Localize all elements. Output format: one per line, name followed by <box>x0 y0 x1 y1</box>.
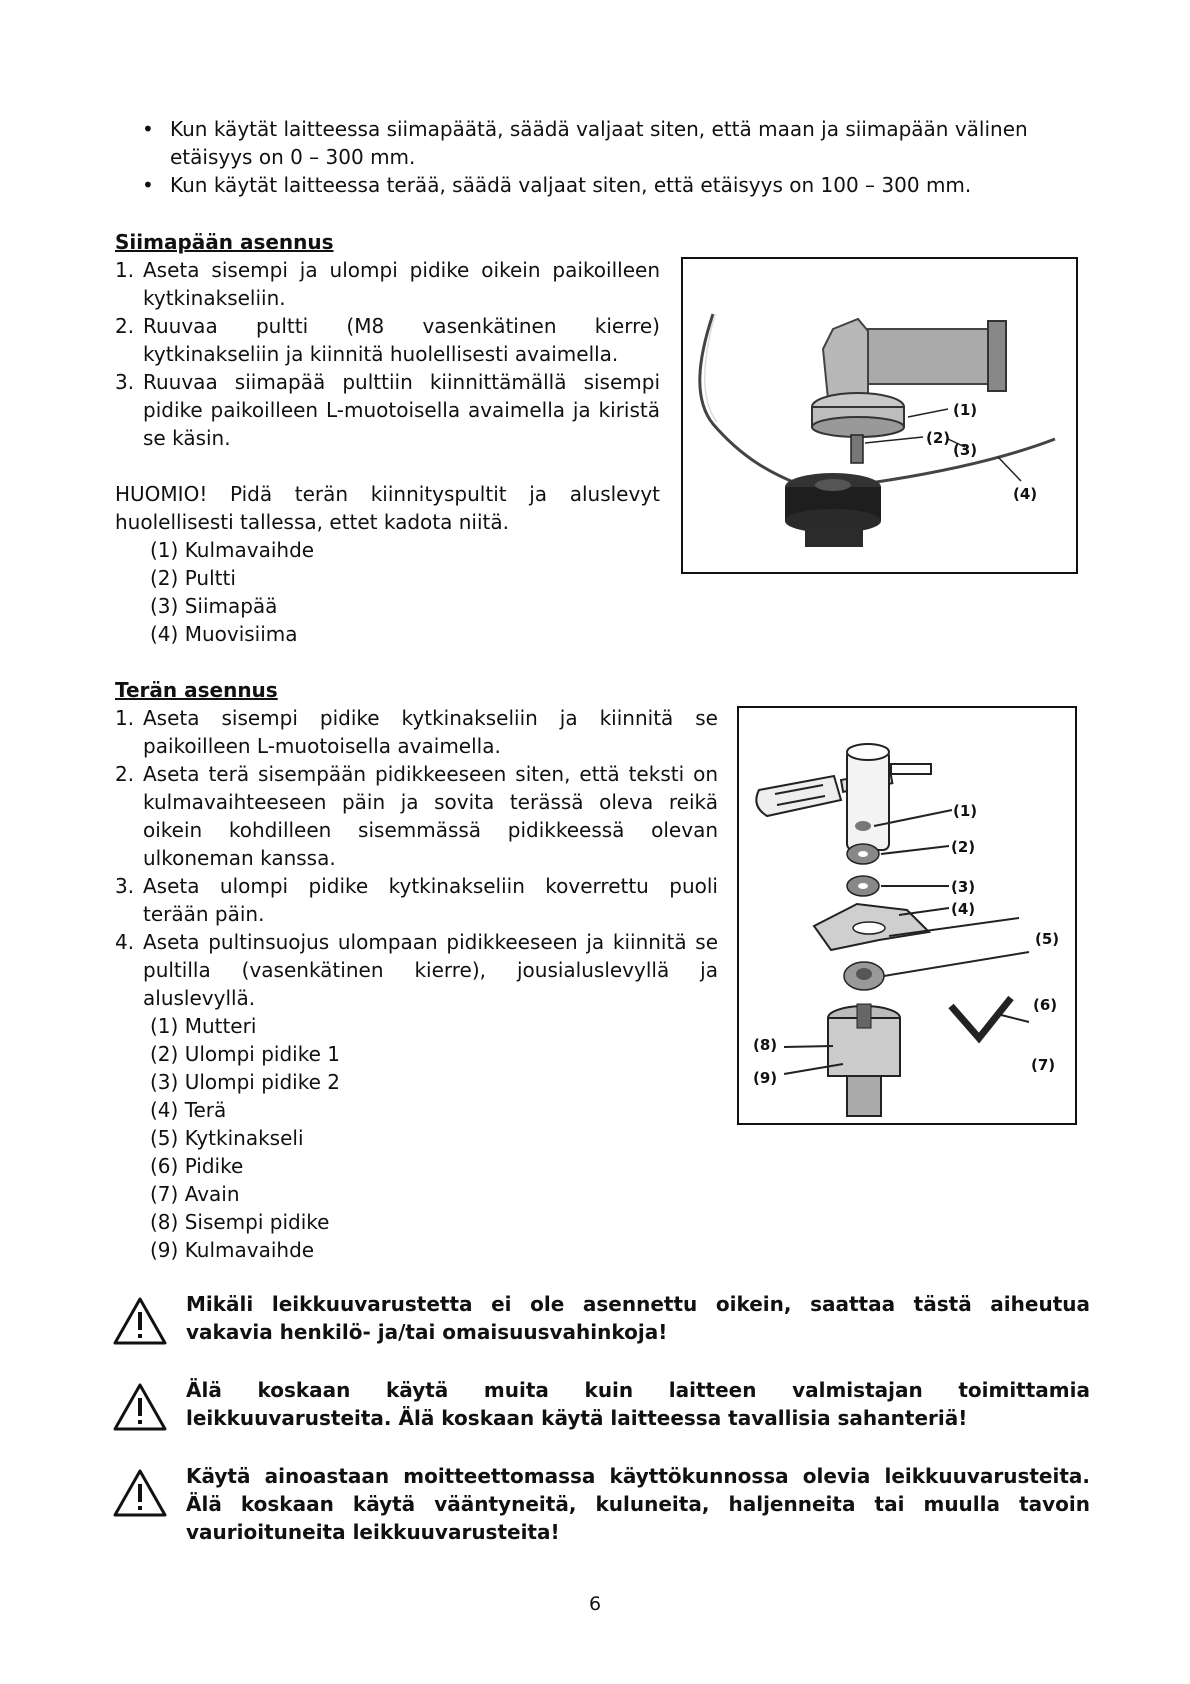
figure-label: (3) <box>953 441 978 459</box>
warning-icon <box>112 1468 168 1518</box>
step-text: Ruuvaa pultti (M8 vasenkätinen kierre) kytkinakseliin ja kiinnitä huolellisesti avaimella. <box>143 314 660 366</box>
step-item <box>115 312 660 368</box>
warning-text: Älä koskaan käytä muita kuin laitteen valmistajan toimittamia leikkuuvarusteita. Älä koskaan käytä laitteessa tavallisia sahanteriä! <box>186 1378 1090 1430</box>
figure-label: (2) <box>951 838 976 856</box>
step-text: Ruuvaa siimapää pulttiin kiinnittämällä sisempi pidike paikoilleen L-muotoisella avaimella ja kiristä se käsin. <box>143 370 660 450</box>
warning-text: Käytä ainoastaan moitteettomassa käyttökunnossa olevia leikkuuvarusteita. Älä koskaan käytä vääntyneitä, kuluneita, haljenneita tai muulla tavoin vaurioituneita leikkuuvarusteita! <box>186 1464 1090 1544</box>
warning-block <box>112 1462 1090 1546</box>
step-item <box>115 704 718 760</box>
warning-text: Mikäli leikkuuvarustetta ei ole asennettu oikein, saattaa tästä aiheutua vakavia henkilö- ja/tai omaisuusvahinkoja! <box>186 1292 1090 1344</box>
figure-label: (4) <box>1013 485 1038 503</box>
figure-label: (8) <box>753 1036 778 1054</box>
legend-item: (3) Siimapää <box>150 594 278 618</box>
blade-assembly-figure <box>737 706 1077 1125</box>
figure-label: (9) <box>753 1069 778 1087</box>
section-blade <box>115 676 718 1264</box>
parts-legend <box>115 536 660 648</box>
step-item <box>115 872 718 928</box>
figure-label: (6) <box>1033 996 1058 1014</box>
legend-item: (2) Ulompi pidike 1 <box>150 1042 340 1066</box>
step-text: Aseta sisempi pidike kytkinakseliin ja kiinnitä se paikoilleen L-muotoisella avaimella. <box>143 706 718 758</box>
legend-item: (3) Ulompi pidike 2 <box>150 1070 340 1094</box>
trimmer-head-figure <box>681 257 1078 574</box>
step-number: 3. <box>115 370 135 394</box>
figure-label: (1) <box>953 802 978 820</box>
step-number: 2. <box>115 314 135 338</box>
legend-item: (4) Terä <box>150 1098 227 1122</box>
legend-item: (5) Kytkinakseli <box>150 1126 304 1150</box>
step-item <box>115 928 718 1012</box>
page-number: 6 <box>588 1593 602 1615</box>
legend-item: (2) Pultti <box>150 566 236 590</box>
step-number: 3. <box>115 874 135 898</box>
step-item <box>115 256 660 312</box>
figure-label: (7) <box>1031 1056 1056 1074</box>
step-number: 1. <box>115 706 135 730</box>
warning-block <box>112 1376 1090 1432</box>
parts-legend <box>115 1012 718 1264</box>
figure-label: (4) <box>951 900 976 918</box>
legend-item: (1) Mutteri <box>150 1014 257 1038</box>
warning-note: HUOMIO! Pidä terän kiinnityspultit ja aluslevyt huolellisesti tallessa, ettet kadota niitä. <box>115 482 660 534</box>
blade-assembly-illustration <box>739 708 1075 1123</box>
step-item <box>115 368 660 452</box>
step-number: 4. <box>115 930 135 954</box>
bullet-item: • Kun käytät laitteessa siimapäätä, säädä valjaat siten, että maan ja siimapään välinen etäisyys on 0 – 300 mm. <box>138 115 1088 171</box>
legend-item: (6) Pidike <box>150 1154 244 1178</box>
figure-label: (1) <box>953 401 978 419</box>
figure-label: (5) <box>1035 930 1060 948</box>
trimmer-head-illustration <box>683 259 1076 572</box>
section-heading: Siimapään asennus <box>115 230 334 254</box>
bullet-item: • Kun käytät laitteessa terää, säädä valjaat siten, että etäisyys on 100 – 300 mm. <box>138 171 1088 199</box>
step-text: Aseta pultinsuojus ulompaan pidikkeeseen ja kiinnitä se pultilla (vasenkätinen kierre), jousialuslevyllä ja aluslevyllä. <box>143 930 718 1010</box>
figure-label: (2) <box>926 429 951 447</box>
step-number: 1. <box>115 258 135 282</box>
step-item <box>115 760 718 872</box>
warning-block <box>112 1290 1090 1346</box>
step-text: Aseta ulompi pidike kytkinakseliin koverrettu puoli terään päin. <box>143 874 718 926</box>
step-text: Aseta sisempi ja ulompi pidike oikein paikoilleen kytkinakseliin. <box>143 258 660 310</box>
warning-icon <box>112 1296 168 1346</box>
legend-item: (9) Kulmavaihde <box>150 1238 315 1262</box>
harness-bullets <box>138 115 1088 199</box>
legend-item: (8) Sisempi pidike <box>150 1210 330 1234</box>
legend-item: (4) Muovisiima <box>150 622 298 646</box>
legend-item: (7) Avain <box>150 1182 240 1206</box>
figure-label: (3) <box>951 878 976 896</box>
warning-icon <box>112 1382 168 1432</box>
step-text: Aseta terä sisempään pidikkeeseen siten, että teksti on kulmavaihteeseen päin ja sovita terässä oleva reikä oikein kohdilleen sisemmässä pidikkeessä olevan ulkoneman kanssa. <box>143 762 718 870</box>
section-trimmer-head <box>115 228 660 648</box>
legend-item: (1) Kulmavaihde <box>150 538 315 562</box>
step-number: 2. <box>115 762 135 786</box>
section-heading: Terän asennus <box>115 678 278 702</box>
